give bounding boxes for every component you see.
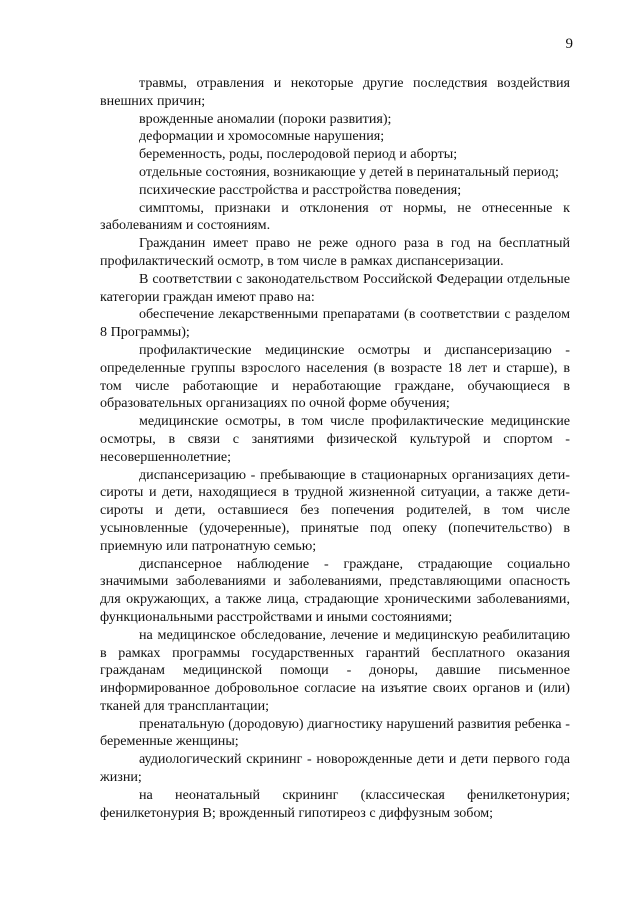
paragraph: беременность, роды, послеродовой период и аборты; [139,146,458,163]
page-number: 9 [565,36,573,52]
paragraph: на медицинское обследование, лечение и медицинскую реабилитацию в рамках программы государственных гарантий бесплатного оказания гражданам медицинской помощи - доноры, давшие письменное информированное добровольное согласие на изъятие своих органов и (или) тканей для трансплантации; [100,626,570,714]
paragraph: Гражданин имеет право не реже одного раза в год на бесплатный профилактический осмотр, в том числе в рамках диспансеризации. [100,235,570,269]
paragraph: симптомы, признаки и отклонения от нормы, не отнесенные к заболеваниям и состояниям. [100,199,570,234]
paragraph: психические расстройства и расстройства поведения; [139,181,462,198]
paragraph: на неонатальный скрининг (классическая фенилкетонурия; фенилкетонурия B; врожденный гипотиреоз с диффузным зобом; [100,786,570,821]
paragraph: травмы, отравления и некоторые другие последствия воздействия внешних причин; [100,75,570,109]
paragraph: врожденные аномалии (пороки развития); [139,110,392,127]
paragraph: деформации и хромосомные нарушения; [139,128,385,145]
paragraph: диспансерное наблюдение - граждане, страдающие социально значимыми заболеваниями и заболеваниями, представляющими опасность для окружающих, а также лица, страдающие хроническими заболеваниями, функциональными расстройствами и иными состояниями; [100,555,570,625]
paragraph: обеспечение лекарственными препаратами (в соответствии с разделом 8 Программы); [100,306,570,341]
document-body [100,75,570,822]
paragraph: отдельные состояния, возникающие у детей в перинатальный период; [139,163,559,180]
paragraph: аудиологический скрининг - новорожденные дети и дети первого года жизни; [100,751,570,786]
paragraph: профилактические медицинские осмотры и диспансеризацию - определенные группы взрослого населения (в возрасте 18 лет и старше), в том числе работающие и неработающие граждане, обучающиеся в образовательных организациях по очной форме обучения; [100,341,570,412]
paragraph: медицинские осмотры, в том числе профилактические медицинские осмотры, в связи с занятиями физической культурой и спортом - несовершеннолетние; [100,413,570,465]
paragraph: диспансеризацию - пребывающие в стационарных организациях дети-сироты и дети, находящиеся в трудной жизненной ситуации, а также дети-сироты и дети, оставшиеся без попечения родителей, в том числе усыновленные (удочеренные), принятые под опеку (попечительство) в приемную или патронатную семью; [100,466,570,554]
paragraph: В соответствии с законодательством Российской Федерации отдельные категории граждан имеют право на: [100,270,570,305]
paragraph: пренатальную (дородовую) диагностику нарушений развития ребенка - беременные женщины; [100,715,570,750]
